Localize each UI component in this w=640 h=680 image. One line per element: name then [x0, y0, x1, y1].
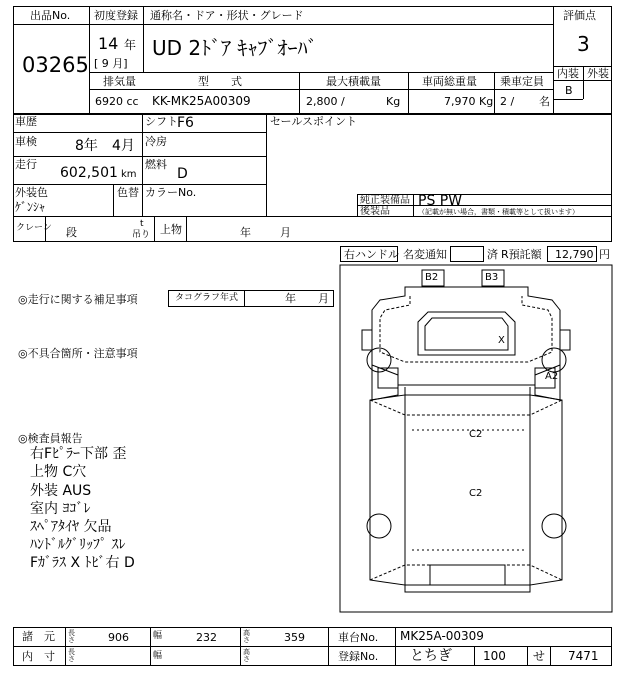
inspector-line: 外装 AUS: [30, 483, 92, 499]
registration-number: 7471: [568, 649, 599, 663]
running-notes-label: ◎走行に関する補足事項: [18, 293, 138, 306]
inspector-line: 上物 C穴: [30, 464, 87, 480]
vehicle-name: UD 2ﾄﾞｱ ｷｬﾌﾞｵｰﾊﾞ: [152, 36, 318, 60]
inspection-label: 車検: [15, 135, 37, 148]
max-load-unit: Kg: [386, 95, 401, 108]
aftermarket-note: （記載が無い場合，書類・積載等として扱います）: [418, 208, 579, 216]
tachograph-label: タコグラフ年式: [175, 293, 239, 303]
chassis-value: MK25A-00309: [400, 629, 484, 643]
height-value: 359: [284, 631, 305, 644]
tachograph-month: 月: [318, 292, 329, 305]
color-code-label: カラーNo.: [145, 186, 197, 199]
first-registration-label: 初度登録: [94, 9, 138, 22]
capacity-unit: 名: [539, 95, 550, 108]
displacement-value: 6920 cc: [95, 95, 139, 108]
mileage-value: 602,501: [60, 165, 118, 181]
inspection-year: 8年: [75, 138, 98, 154]
fuel-label: 燃料: [145, 158, 167, 171]
mark-x: X: [498, 335, 505, 346]
registration-label: 登録No.: [338, 650, 379, 663]
mileage-unit: km: [121, 169, 137, 180]
crane-ton: t: [140, 219, 144, 229]
mileage-label: 走行: [15, 158, 37, 171]
max-load-value: 2,800 /: [306, 95, 345, 108]
mark-c2-lower: C2: [469, 488, 483, 499]
grade-label: 評価点: [563, 9, 596, 22]
height-label-inner: 高さ: [243, 648, 250, 663]
interior-grade-value: B: [565, 84, 573, 97]
mark-b3: B3: [485, 272, 499, 283]
lot-label: 出品No.: [30, 9, 71, 22]
inspector-line: 室内 ﾖｺﾞﾚ: [30, 501, 91, 517]
length-label: 長さ: [68, 629, 75, 644]
equipment-value: PS PW: [418, 193, 463, 209]
color-value: ｹﾞﾝｼｬ: [15, 200, 46, 214]
body-year: 年: [240, 226, 251, 239]
gross-weight-value: 7,970 Kg: [444, 95, 494, 108]
shift-value: F6: [177, 115, 194, 131]
first-registration-year: 14: [98, 34, 119, 53]
inspector-line: 右Fﾋﾟﾗｰ下部 歪: [30, 446, 127, 462]
exterior-grade-label: 外装: [587, 67, 609, 80]
inspector-line: ｽﾍﾟｱﾀｲﾔ 欠品: [30, 519, 112, 535]
displacement-label: 排気量: [103, 75, 136, 88]
grade-value: 3: [577, 32, 590, 56]
vehicle-name-label: 通称名・ドア・形状・グレード: [150, 9, 304, 22]
body-label: 上物: [160, 223, 182, 236]
length-value: 906: [108, 631, 129, 644]
dimensions-label: 諸 元: [22, 630, 55, 643]
aftermarket-label: 後装品: [360, 206, 390, 217]
registration-region: とちぎ: [410, 648, 452, 664]
mark-b2: B2: [425, 272, 439, 283]
width-label: 幅: [153, 631, 163, 641]
inspector-report-label: ◎検査員報告: [18, 432, 83, 445]
max-load-label: 最大積載量: [326, 75, 381, 88]
first-registration-month: [ 9 月]: [94, 57, 128, 70]
warranty-label: 済: [487, 248, 498, 261]
registration-class: 100: [483, 649, 506, 663]
lot-number: 03265: [22, 53, 89, 77]
fuel-value: D: [177, 166, 188, 182]
shift-label: シフト: [145, 115, 178, 128]
equipment-label: 純正装備品: [360, 195, 410, 206]
name-change-label: 名変通知: [403, 248, 447, 261]
recycle-label: R預託額: [501, 248, 542, 261]
length-label-inner: 長さ: [68, 648, 75, 663]
width-value: 232: [196, 631, 217, 644]
cooling-label: 冷房: [145, 135, 167, 148]
registration-kana: せ: [533, 649, 546, 663]
interior-grade-label: 内装: [557, 67, 579, 80]
chassis-label: 車台No.: [338, 631, 379, 644]
year-unit: 年: [124, 38, 137, 52]
mark-c2-upper: C2: [469, 429, 483, 440]
recycle-unit: 円: [599, 248, 610, 261]
height-label: 高さ: [243, 629, 250, 644]
inner-dimensions-label: 内 寸: [22, 650, 55, 663]
steering-value: 右ハンドル: [344, 248, 399, 261]
crane-label: クレーン: [16, 223, 52, 233]
name-change-box: [450, 246, 484, 262]
capacity-label: 乗車定員: [500, 75, 544, 88]
width-label-inner: 幅: [153, 651, 163, 661]
selling-points-label: セールスポイント: [270, 115, 358, 128]
crane-lift: 吊り: [132, 230, 151, 240]
tachograph-year: 年: [285, 292, 296, 305]
crane-stage: 段: [66, 226, 77, 239]
gross-weight-label: 車両総重量: [422, 75, 477, 88]
model-value: KK-MK25A00309: [152, 94, 251, 108]
inspector-line: Fｶﾞﾗｽ X ﾄﾋﾞ右 D: [30, 555, 135, 571]
capacity-value: 2 /: [500, 95, 515, 108]
mark-a2: A2: [545, 371, 559, 382]
history-label: 車歴: [15, 115, 37, 128]
model-label: 型 式: [198, 75, 242, 88]
inspection-month: 4月: [112, 138, 135, 154]
color-change-label: 色替: [117, 186, 139, 199]
color-label: 外装色: [15, 186, 48, 199]
recycle-value: 12,790: [555, 248, 594, 261]
defects-label: ◎不具合箇所・注意事項: [18, 347, 138, 360]
inspector-line: ﾊﾝﾄﾞﾙｸﾞﾘｯﾌﾟ ｽﾚ: [30, 537, 126, 553]
body-month: 月: [280, 226, 291, 239]
